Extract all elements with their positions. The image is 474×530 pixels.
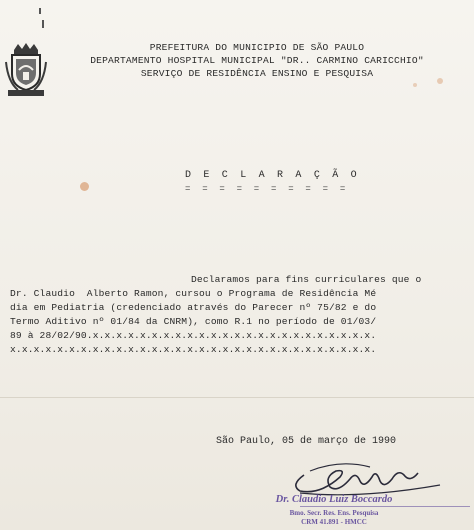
stain-spot [413, 83, 417, 87]
header-line-3: SERVIÇO DE RESIDÊNCIA ENSINO E PESQUISA [140, 68, 374, 79]
header-line-2: DEPARTAMENTO HOSPITAL MUNICIPAL "DR.. CARMINO CARICCHIO" [90, 55, 424, 66]
stamp-crm: CRM 41.891 - HMCC [301, 518, 367, 526]
header-line-1: PREFEITURA DO MUNICIPIO DE SÃO PAULO [149, 42, 365, 53]
stamp-line [300, 506, 470, 507]
paper-fold-line [0, 397, 474, 398]
ink-mark [39, 8, 41, 14]
ink-mark [42, 20, 44, 28]
stain-spot [80, 182, 89, 191]
body-line-4: Termo Aditivo nº 01/84 da CNRM), como R.1 no período de 01/03/ [10, 316, 377, 327]
body-line-6: x.x.x.x.x.x.x.x.x.x.x.x.x.x.x.x.x.x.x.x.x.x.x.x.x.x.x.x.x.x.x. [10, 344, 377, 355]
body-line-3: dia em Pediatria (credenciado através do Parecer nº 75/82 e do [10, 302, 377, 313]
document-title: D E C L A R A Ç Ã O [185, 170, 360, 181]
stamp-name: Dr. Claudio Luiz Boccardo [275, 494, 393, 505]
stamp-role: Bmo. Secr. Res. Ens. Pesquisa [289, 509, 379, 517]
title-underline: = = = = = = = = = = [185, 184, 349, 194]
body-line-1: Declaramos para fins curriculares que o [191, 274, 422, 285]
body-line-5: 89 à 28/02/90.x.x.x.x.x.x.x.x.x.x.x.x.x.x.x.x.x.x.x.x.x.x.x.x. [10, 330, 377, 341]
body-line-2: Dr. Claudio Alberto Ramon, cursou o Programa de Residência Mé [10, 288, 377, 299]
place-and-date: São Paulo, 05 de março de 1990 [216, 436, 397, 447]
